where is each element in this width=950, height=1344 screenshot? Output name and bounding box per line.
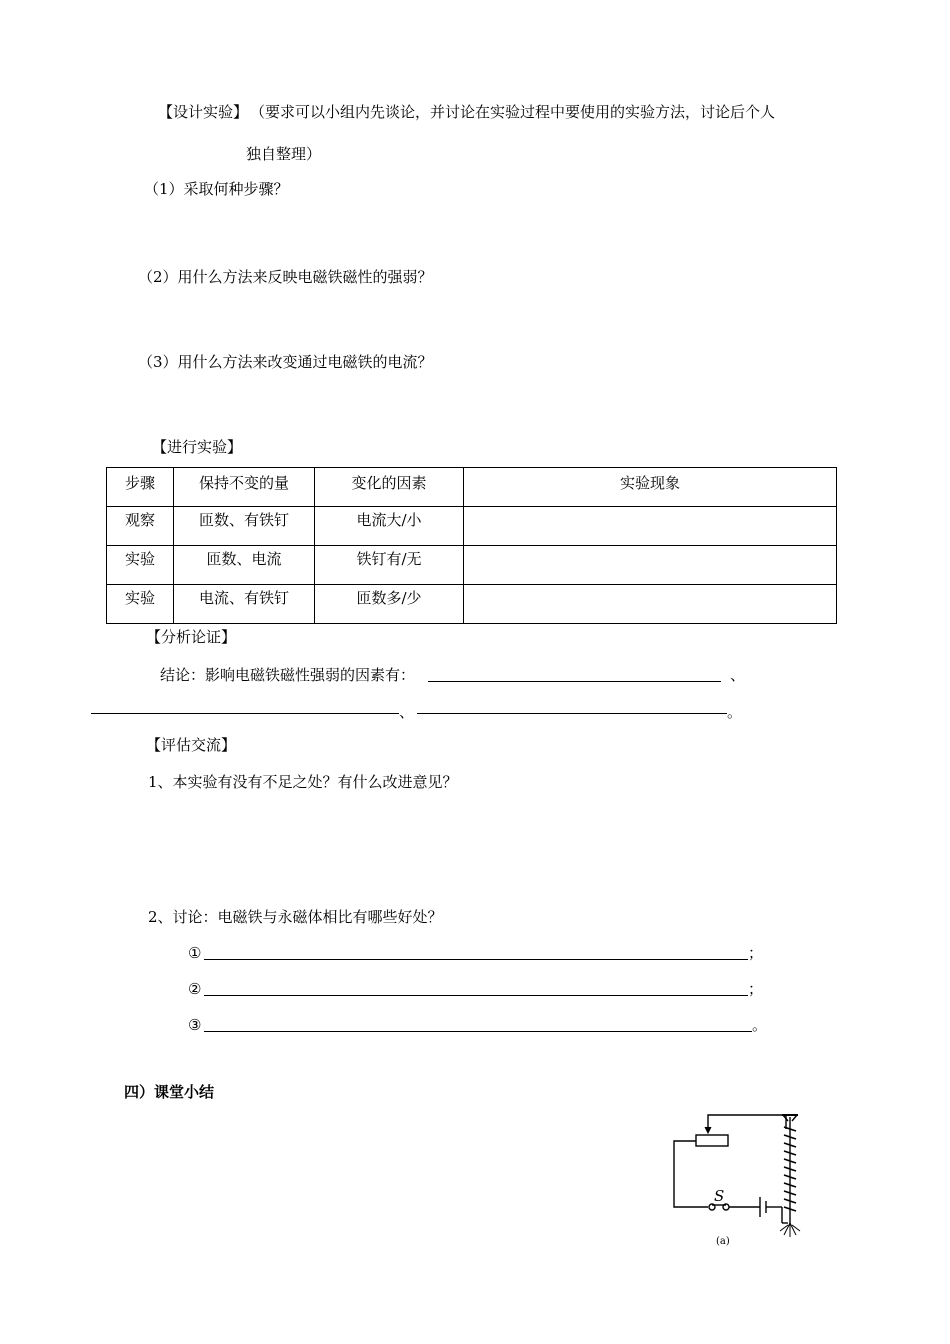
evaluation-question-1: 1、本实验有没有不足之处？有什么改进意见？ bbox=[148, 773, 458, 791]
table-cell: 实验 bbox=[107, 585, 174, 624]
benefit-end-3: 。 bbox=[752, 1016, 768, 1034]
rheostat bbox=[696, 1135, 728, 1146]
table-row bbox=[107, 507, 837, 546]
design-instruction-line1: （要求可以小组内先谈论，并讨论在实验过程中要使用的实验方法，讨论后个人 bbox=[250, 103, 776, 121]
table-row bbox=[107, 585, 837, 624]
experiment-heading: 【进行实验】 bbox=[152, 438, 243, 456]
table-cell: 电流、有铁钉 bbox=[174, 585, 315, 624]
table-row bbox=[107, 546, 837, 585]
benefit-mark-2: ② bbox=[188, 980, 202, 998]
table-header-row bbox=[107, 468, 837, 507]
evaluation-heading: 【评估交流】 bbox=[146, 736, 237, 754]
table-header-cell: 变化的因素 bbox=[315, 468, 464, 507]
answer-blank-1[interactable] bbox=[428, 681, 721, 682]
benefit-blank-1[interactable] bbox=[204, 959, 748, 960]
answer-blank-3[interactable] bbox=[417, 713, 727, 714]
analysis-conclusion: 结论：影响电磁铁磁性强弱的因素有： bbox=[160, 666, 416, 684]
design-question-2: （2）用什么方法来反映电磁铁磁性的强弱？ bbox=[138, 268, 433, 286]
circuit-wire-left bbox=[674, 1141, 708, 1207]
answer-blank-2[interactable] bbox=[91, 713, 399, 714]
table-cell: 匝数、有铁钉 bbox=[174, 507, 315, 546]
table-header-cell: 实验现象 bbox=[464, 468, 837, 507]
experiment-table bbox=[106, 467, 837, 624]
analysis-end: 。 bbox=[727, 703, 743, 721]
table-header-cell: 步骤 bbox=[107, 468, 174, 507]
summary-heading: 四）课堂小结 bbox=[124, 1083, 215, 1101]
benefit-mark-3: ③ bbox=[188, 1016, 202, 1034]
switch-label: S bbox=[714, 1187, 725, 1205]
evaluation-question-2: 2、讨论：电磁铁与永磁体相比有哪些好处？ bbox=[148, 908, 443, 926]
table-cell: 电流大/小 bbox=[315, 507, 464, 546]
benefit-end-1: ； bbox=[748, 944, 764, 962]
iron-filings bbox=[780, 1223, 800, 1237]
design-heading: 【设计实验】 bbox=[158, 103, 249, 121]
design-question-1: （1）采取何种步骤？ bbox=[144, 180, 289, 198]
figure-caption: (a) bbox=[716, 1236, 730, 1247]
table-cell: 观察 bbox=[107, 507, 174, 546]
benefit-blank-2[interactable] bbox=[204, 995, 748, 996]
table-header-cell: 保持不变的量 bbox=[174, 468, 315, 507]
analysis-separator-1: 、 bbox=[730, 666, 746, 684]
electromagnet-circuit-figure bbox=[660, 1105, 820, 1250]
table-cell bbox=[464, 507, 837, 546]
benefit-mark-1: ① bbox=[188, 944, 202, 962]
benefit-end-2: ； bbox=[748, 980, 764, 998]
design-question-3: （3）用什么方法来改变通过电磁铁的电流？ bbox=[138, 353, 433, 371]
table-cell: 匝数、电流 bbox=[174, 546, 315, 585]
table-cell: 实验 bbox=[107, 546, 174, 585]
design-instruction-line2: 独自整理） bbox=[246, 145, 322, 163]
table-cell bbox=[464, 585, 837, 624]
table-cell: 匝数多/少 bbox=[315, 585, 464, 624]
table-cell: 铁钉有/无 bbox=[315, 546, 464, 585]
benefit-blank-3[interactable] bbox=[204, 1031, 752, 1032]
rheostat-slider bbox=[708, 1115, 786, 1129]
table-cell bbox=[464, 546, 837, 585]
analysis-separator-2: 、 bbox=[399, 703, 415, 721]
analysis-heading: 【分析论证】 bbox=[146, 628, 237, 646]
